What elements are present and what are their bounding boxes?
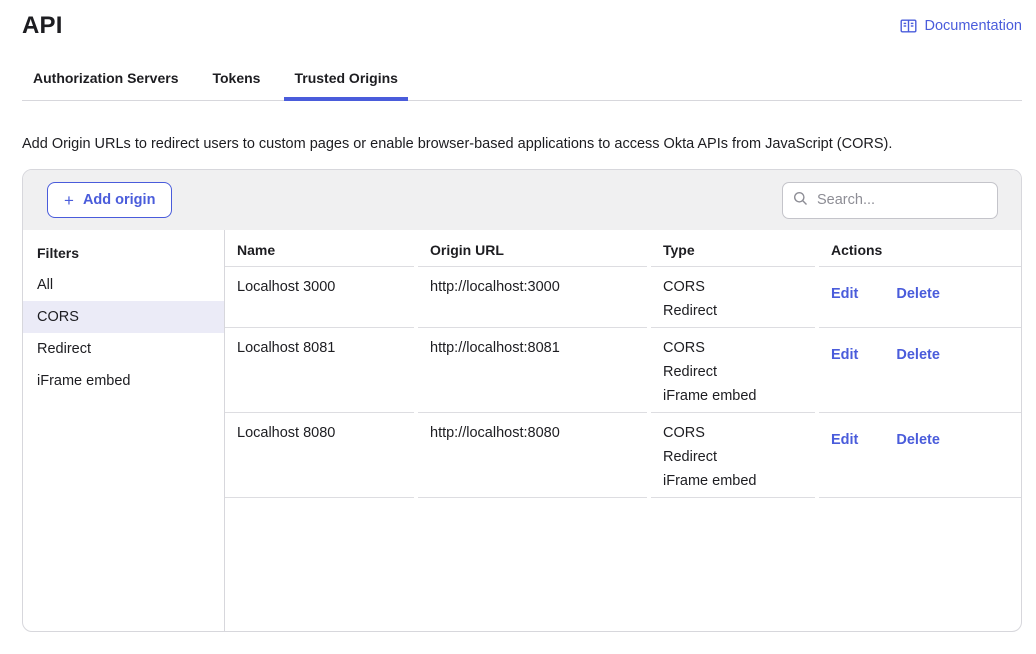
cell-origin-url: http://localhost:8081 [418,328,651,413]
tab-authorization-servers[interactable]: Authorization Servers [33,70,179,86]
edit-link[interactable]: Edit [831,432,859,448]
origins-table [225,230,1021,498]
page-title: API [22,11,63,39]
filter-item-all[interactable]: All [37,277,54,293]
tab-bar [22,62,1022,101]
filter-item-redirect[interactable]: Redirect [37,341,91,357]
documentation-link-label: Documentation [924,17,1022,34]
table-row [225,267,1021,328]
type-label: CORS [663,425,705,441]
toolbar [23,170,1021,230]
page-header [22,0,1022,42]
delete-link[interactable]: Delete [896,432,940,448]
table-row [225,328,1021,413]
book-icon [900,18,917,34]
tab-tokens[interactable]: Tokens [212,70,261,86]
delete-link[interactable]: Delete [896,286,940,302]
table-row [225,413,1021,498]
filter-list [23,269,224,397]
cell-origin-url: http://localhost:3000 [418,267,651,328]
cell-actions [819,328,1021,413]
type-label: Redirect [663,364,717,380]
cell-actions [819,413,1021,498]
edit-link[interactable]: Edit [831,347,859,363]
column-header-name: Name [225,230,418,267]
cell-type [651,328,819,413]
plus-icon: + [64,190,74,210]
cell-type [651,267,819,328]
search-input[interactable] [815,191,1006,209]
cell-type [651,413,819,498]
type-label: iFrame embed [663,473,757,489]
page-description: Add Origin URLs to redirect users to custom pages or enable browser-based applications to access Okta APIs from JavaScript (CORS). [22,136,893,152]
cell-actions [819,267,1021,328]
filter-item-iframe-embed[interactable]: iFrame embed [37,373,131,389]
edit-link[interactable]: Edit [831,286,859,302]
search-box [782,182,998,219]
origins-table-wrap [225,230,1021,631]
filter-item-cors[interactable]: CORS [23,301,224,333]
documentation-link[interactable] [900,18,1022,34]
cell-name: Localhost 3000 [225,267,418,328]
panel-body [23,230,1021,631]
cell-origin-url: http://localhost:8080 [418,413,651,498]
add-origin-button-label: Add origin [82,192,156,208]
type-label: Redirect [663,449,717,465]
cell-name: Localhost 8080 [225,413,418,498]
cell-name: Localhost 8081 [225,328,418,413]
filters-sidebar [23,230,225,631]
type-label: iFrame embed [663,388,757,404]
type-label: CORS [663,279,705,295]
type-label: Redirect [663,303,717,319]
table-header-row [225,230,1021,267]
column-header-actions: Actions [819,230,1021,267]
filters-heading: Filters [37,245,80,261]
search-icon [793,191,808,210]
trusted-origins-panel [22,169,1022,632]
delete-link[interactable]: Delete [896,347,940,363]
tab-trusted-origins[interactable]: Trusted Origins [284,62,407,100]
type-label: CORS [663,340,705,356]
column-header-origin-url: Origin URL [418,230,651,267]
add-origin-button[interactable] [47,182,172,218]
column-header-type: Type [651,230,819,267]
